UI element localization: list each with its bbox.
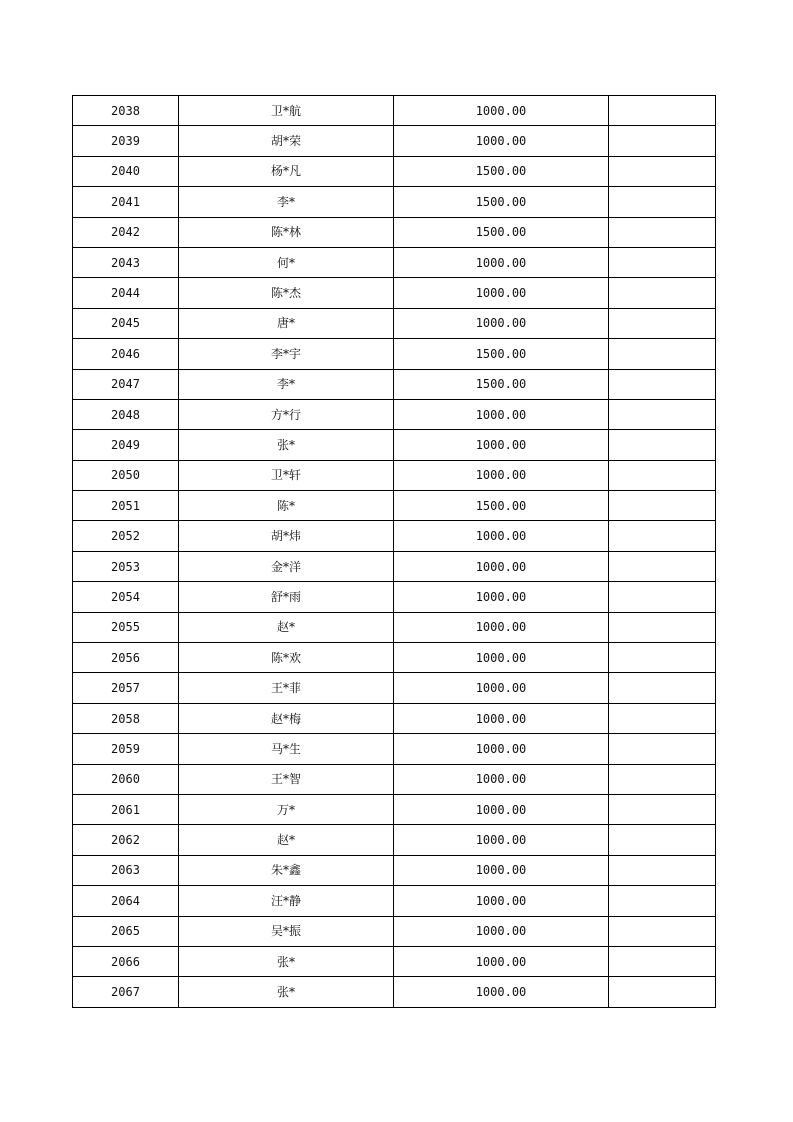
row-note-cell (609, 764, 716, 794)
row-note-cell (609, 673, 716, 703)
row-id-cell: 2040 (73, 156, 179, 186)
table-row (73, 460, 716, 490)
row-note-cell (609, 156, 716, 186)
table-row (73, 278, 716, 308)
row-name-cell: 卫*轩 (179, 460, 394, 490)
row-name-cell: 陈*杰 (179, 278, 394, 308)
row-name-cell: 李* (179, 369, 394, 399)
row-amount-cell: 1000.00 (394, 308, 609, 338)
row-id-cell: 2049 (73, 430, 179, 460)
table-row (73, 217, 716, 247)
row-name-cell: 张* (179, 977, 394, 1007)
row-amount-cell: 1000.00 (394, 430, 609, 460)
row-amount-cell: 1000.00 (394, 764, 609, 794)
row-note-cell (609, 916, 716, 946)
row-note-cell (609, 521, 716, 551)
table-row (73, 156, 716, 186)
row-name-cell: 李*宇 (179, 339, 394, 369)
table-row (73, 977, 716, 1007)
row-amount-cell: 1000.00 (394, 673, 609, 703)
table-row (73, 339, 716, 369)
row-id-cell: 2063 (73, 855, 179, 885)
row-note-cell (609, 643, 716, 673)
row-amount-cell: 1000.00 (394, 612, 609, 642)
row-name-cell: 赵* (179, 612, 394, 642)
row-id-cell: 2057 (73, 673, 179, 703)
row-note-cell (609, 96, 716, 126)
row-id-cell: 2047 (73, 369, 179, 399)
table-row (73, 703, 716, 733)
row-id-cell: 2041 (73, 187, 179, 217)
row-id-cell: 2062 (73, 825, 179, 855)
row-name-cell: 何* (179, 247, 394, 277)
row-name-cell: 王*智 (179, 764, 394, 794)
row-id-cell: 2046 (73, 339, 179, 369)
row-id-cell: 2066 (73, 946, 179, 976)
row-name-cell: 舒*雨 (179, 582, 394, 612)
row-note-cell (609, 278, 716, 308)
row-amount-cell: 1500.00 (394, 156, 609, 186)
row-id-cell: 2064 (73, 886, 179, 916)
table-row (73, 430, 716, 460)
row-name-cell: 张* (179, 946, 394, 976)
row-amount-cell: 1000.00 (394, 916, 609, 946)
row-amount-cell: 1500.00 (394, 339, 609, 369)
row-note-cell (609, 886, 716, 916)
table-row (73, 126, 716, 156)
table-row (73, 247, 716, 277)
row-amount-cell: 1000.00 (394, 96, 609, 126)
row-name-cell: 陈*欢 (179, 643, 394, 673)
table-row (73, 794, 716, 824)
row-id-cell: 2043 (73, 247, 179, 277)
payment-table-body (73, 96, 716, 1008)
row-note-cell (609, 977, 716, 1007)
payment-table (72, 95, 716, 1008)
row-note-cell (609, 551, 716, 581)
row-note-cell (609, 491, 716, 521)
table-row (73, 612, 716, 642)
row-name-cell: 胡*炜 (179, 521, 394, 551)
table-row (73, 764, 716, 794)
row-id-cell: 2044 (73, 278, 179, 308)
row-name-cell: 张* (179, 430, 394, 460)
row-id-cell: 2067 (73, 977, 179, 1007)
row-note-cell (609, 855, 716, 885)
table-row (73, 946, 716, 976)
row-id-cell: 2054 (73, 582, 179, 612)
row-note-cell (609, 612, 716, 642)
row-note-cell (609, 825, 716, 855)
row-note-cell (609, 430, 716, 460)
row-name-cell: 金*洋 (179, 551, 394, 581)
row-amount-cell: 1000.00 (394, 886, 609, 916)
table-row (73, 673, 716, 703)
row-id-cell: 2052 (73, 521, 179, 551)
row-name-cell: 李* (179, 187, 394, 217)
row-amount-cell: 1000.00 (394, 126, 609, 156)
row-amount-cell: 1500.00 (394, 217, 609, 247)
row-id-cell: 2048 (73, 399, 179, 429)
row-note-cell (609, 946, 716, 976)
row-name-cell: 杨*凡 (179, 156, 394, 186)
row-amount-cell: 1000.00 (394, 247, 609, 277)
row-note-cell (609, 247, 716, 277)
row-id-cell: 2053 (73, 551, 179, 581)
row-id-cell: 2056 (73, 643, 179, 673)
row-amount-cell: 1000.00 (394, 946, 609, 976)
row-amount-cell: 1000.00 (394, 460, 609, 490)
row-name-cell: 胡*荣 (179, 126, 394, 156)
row-note-cell (609, 734, 716, 764)
row-name-cell: 王*菲 (179, 673, 394, 703)
row-id-cell: 2055 (73, 612, 179, 642)
row-note-cell (609, 460, 716, 490)
table-row (73, 551, 716, 581)
row-name-cell: 万* (179, 794, 394, 824)
row-name-cell: 马*生 (179, 734, 394, 764)
row-name-cell: 赵*梅 (179, 703, 394, 733)
row-id-cell: 2039 (73, 126, 179, 156)
row-amount-cell: 1000.00 (394, 551, 609, 581)
table-row (73, 491, 716, 521)
row-amount-cell: 1000.00 (394, 399, 609, 429)
row-amount-cell: 1000.00 (394, 734, 609, 764)
row-amount-cell: 1000.00 (394, 582, 609, 612)
row-name-cell: 吴*振 (179, 916, 394, 946)
row-id-cell: 2058 (73, 703, 179, 733)
row-note-cell (609, 794, 716, 824)
row-amount-cell: 1500.00 (394, 491, 609, 521)
row-amount-cell: 1000.00 (394, 703, 609, 733)
table-row (73, 187, 716, 217)
row-name-cell: 陈*林 (179, 217, 394, 247)
row-name-cell: 赵* (179, 825, 394, 855)
row-id-cell: 2045 (73, 308, 179, 338)
row-id-cell: 2051 (73, 491, 179, 521)
row-id-cell: 2059 (73, 734, 179, 764)
row-note-cell (609, 217, 716, 247)
row-note-cell (609, 399, 716, 429)
row-amount-cell: 1000.00 (394, 643, 609, 673)
table-row (73, 734, 716, 764)
row-name-cell: 唐* (179, 308, 394, 338)
table-row (73, 521, 716, 551)
row-id-cell: 2042 (73, 217, 179, 247)
row-id-cell: 2061 (73, 794, 179, 824)
row-name-cell: 朱*鑫 (179, 855, 394, 885)
row-name-cell: 陈* (179, 491, 394, 521)
row-amount-cell: 1000.00 (394, 977, 609, 1007)
table-row (73, 369, 716, 399)
row-amount-cell: 1000.00 (394, 825, 609, 855)
row-note-cell (609, 339, 716, 369)
row-amount-cell: 1500.00 (394, 369, 609, 399)
table-row (73, 886, 716, 916)
table-row (73, 308, 716, 338)
row-amount-cell: 1000.00 (394, 794, 609, 824)
row-amount-cell: 1000.00 (394, 278, 609, 308)
table-row (73, 855, 716, 885)
row-note-cell (609, 703, 716, 733)
row-id-cell: 2065 (73, 916, 179, 946)
table-row (73, 825, 716, 855)
row-id-cell: 2050 (73, 460, 179, 490)
row-name-cell: 汪*静 (179, 886, 394, 916)
row-name-cell: 方*行 (179, 399, 394, 429)
row-name-cell: 卫*航 (179, 96, 394, 126)
row-amount-cell: 1500.00 (394, 187, 609, 217)
row-note-cell (609, 126, 716, 156)
row-note-cell (609, 369, 716, 399)
row-id-cell: 2038 (73, 96, 179, 126)
row-note-cell (609, 187, 716, 217)
row-note-cell (609, 308, 716, 338)
row-amount-cell: 1000.00 (394, 521, 609, 551)
table-row (73, 399, 716, 429)
table-row (73, 96, 716, 126)
row-amount-cell: 1000.00 (394, 855, 609, 885)
table-row (73, 582, 716, 612)
table-row (73, 916, 716, 946)
row-id-cell: 2060 (73, 764, 179, 794)
row-note-cell (609, 582, 716, 612)
table-row (73, 643, 716, 673)
